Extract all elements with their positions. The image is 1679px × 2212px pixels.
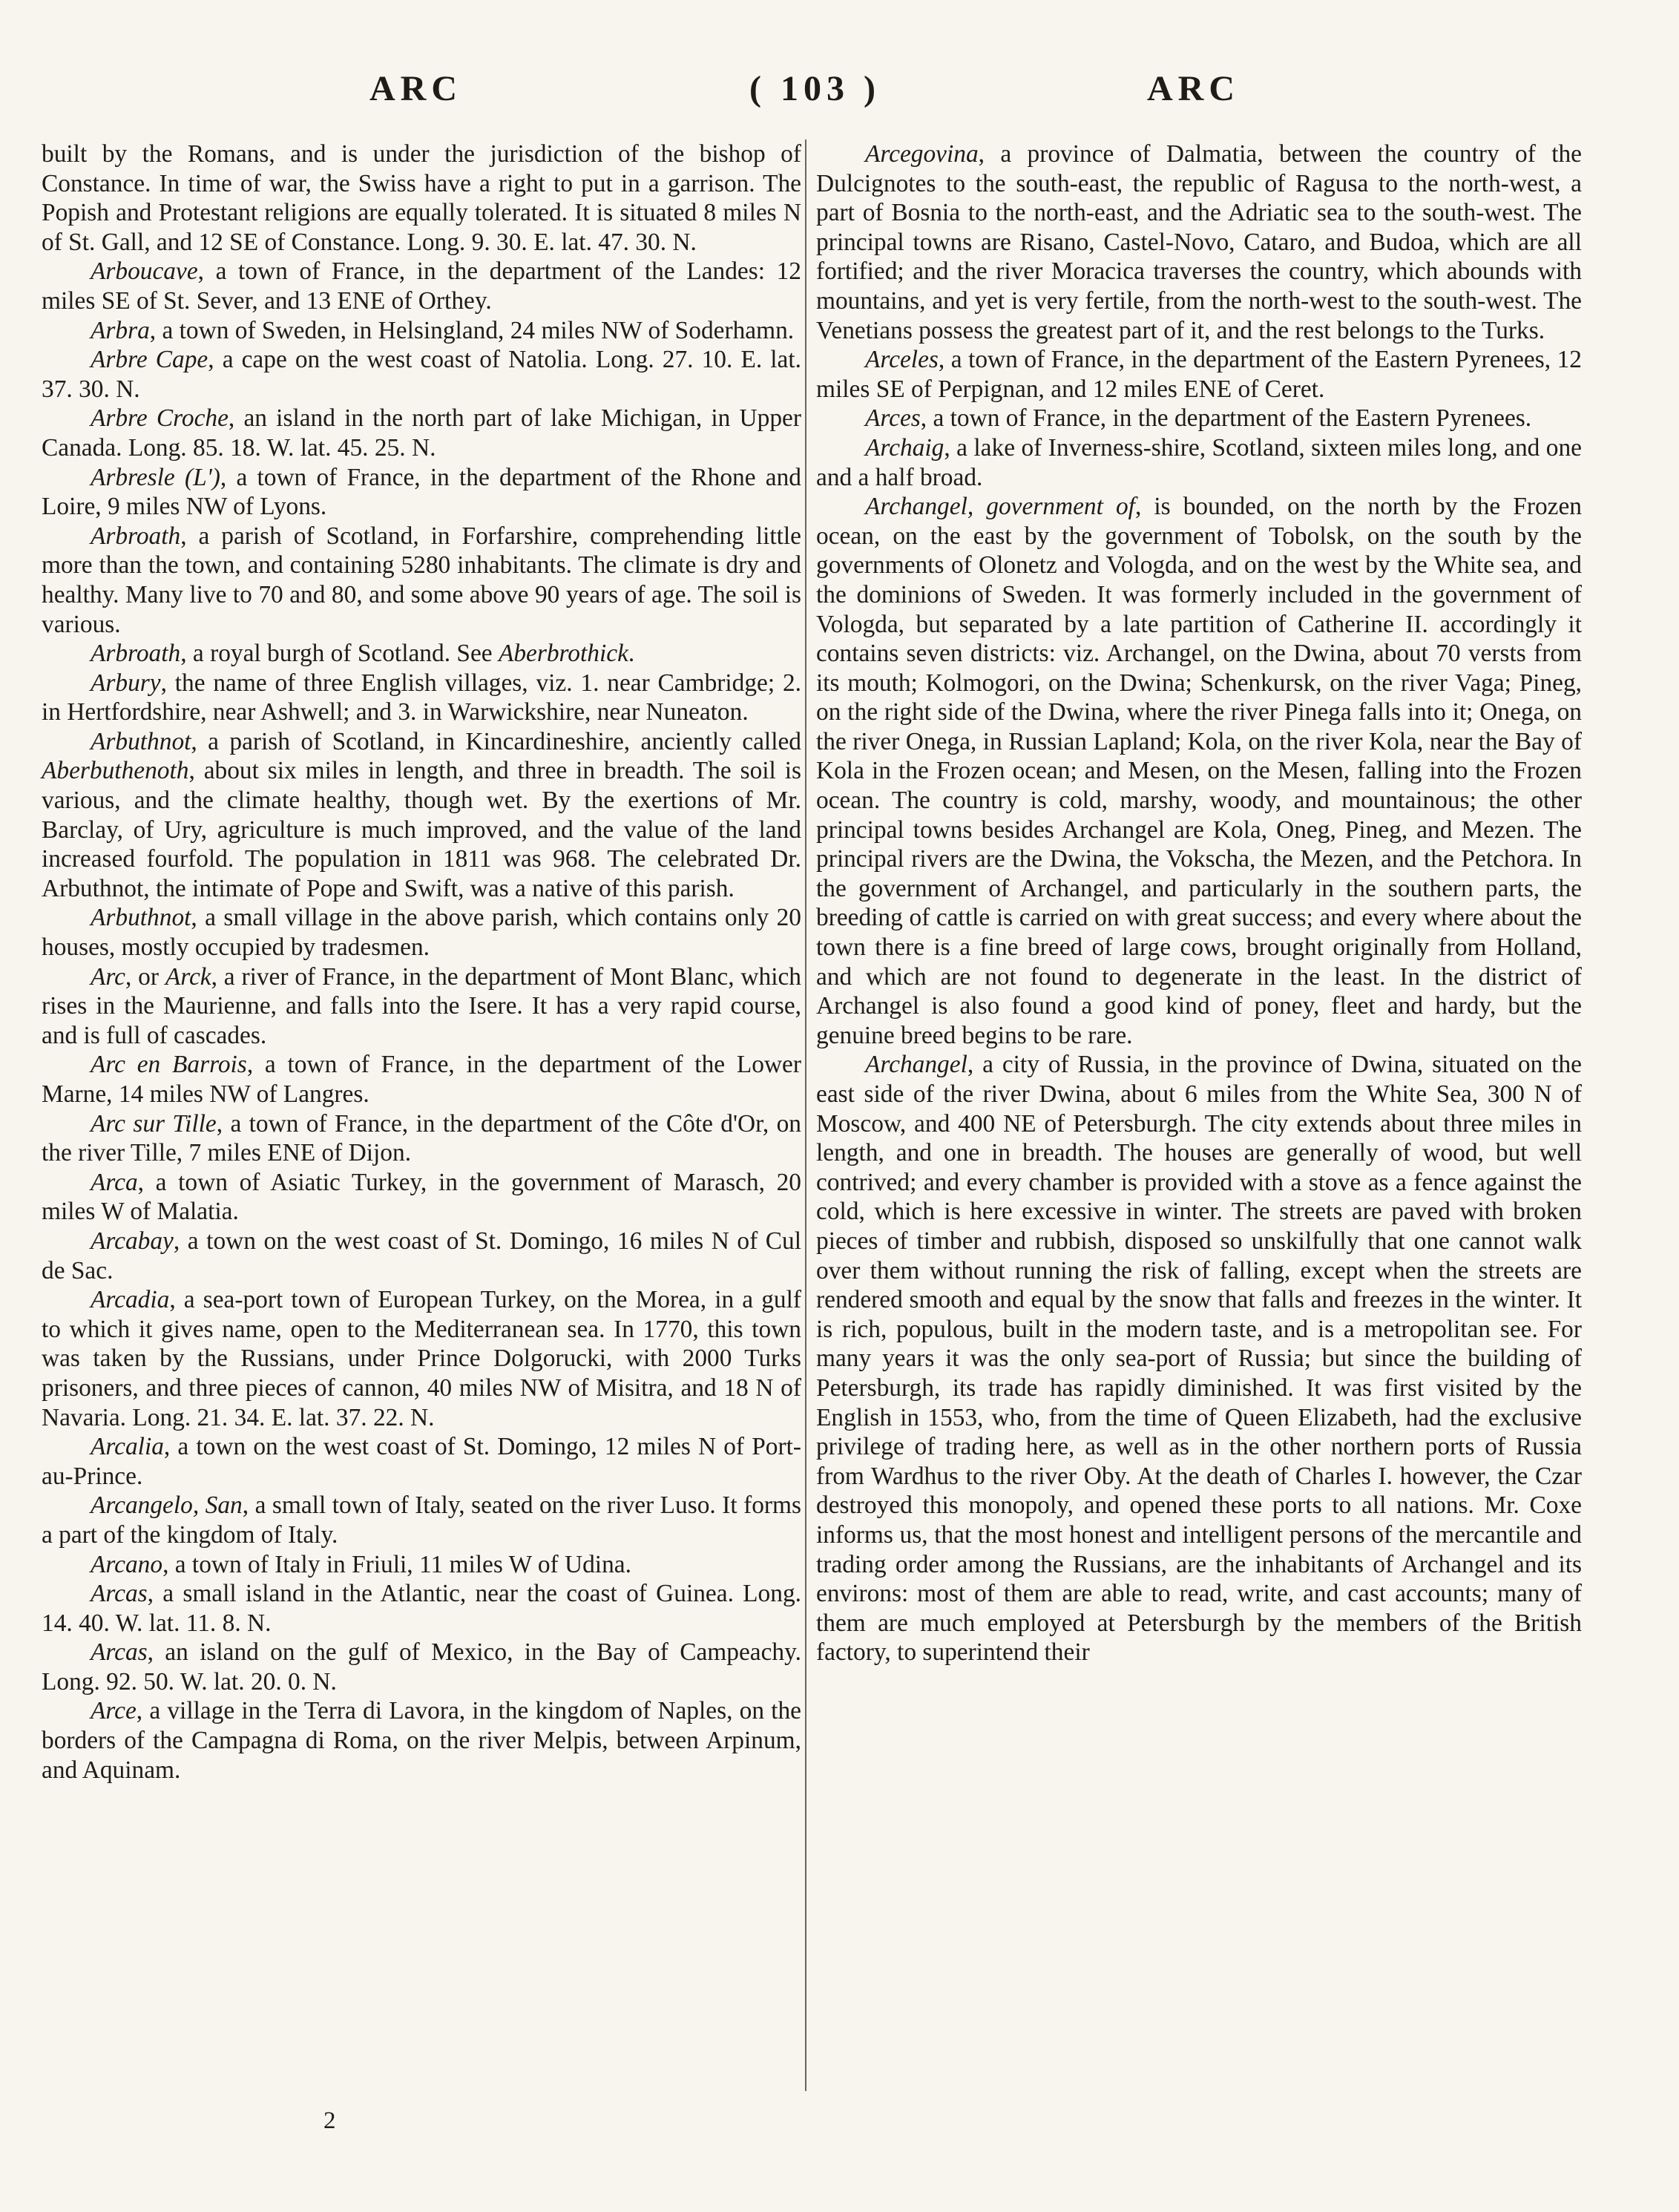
entry-paragraph <box>42 639 801 669</box>
entry-text: , a town of Sweden, in Helsingland, 24 miles NW of Soderhamn. <box>149 316 795 344</box>
entry-paragraph <box>42 257 801 315</box>
entry-term: Arbuthnot <box>91 727 191 755</box>
entry-text: , a town on the west coast of St. Domingo, 12 miles N of Port-au-Prince. <box>42 1433 801 1490</box>
entry-term: Archangel, government of <box>865 493 1135 521</box>
entry-term: Arc sur Tille <box>91 1109 217 1138</box>
entry-text: , a small village in the above parish, which contains only 20 houses, mostly occupied by tradesmen. <box>42 904 801 962</box>
entry-paragraph <box>42 727 801 904</box>
entry-text: , a village in the Terra di Lavora, in the kingdom of Naples, on the borders of the Campagna di Roma, on the river Melpis, between Arpinum, and Aquinam. <box>42 1697 801 1784</box>
cross-reference: Aberbuthenoth <box>42 757 189 785</box>
entry-term: Arbra <box>91 316 150 344</box>
entry-paragraph <box>816 404 1582 433</box>
column-divider <box>805 140 806 2091</box>
entry-text: , an island on the gulf of Mexico, in the Bay of Campeachy. Long. 92. 50. W. lat. 20. 0. N. <box>42 1638 801 1696</box>
entry-term: Arcano <box>91 1550 163 1578</box>
entry-term: Arc en Barrois <box>91 1051 247 1079</box>
entry-term: Arbuthnot <box>91 904 191 932</box>
entry-text: , a town on the west coast of St. Domingo, 16 miles N of Cul de Sac. <box>42 1227 801 1284</box>
entry-term: Arbre Cape <box>91 346 208 374</box>
entry-text-continued: . <box>628 640 635 668</box>
header-left: ARC <box>369 69 462 108</box>
entry-term: Arbre Croche <box>91 404 229 433</box>
entry-paragraph <box>42 522 801 639</box>
entry-text: , a town of France, in the department of the Rhone and Loire, 9 miles NW of Lyons. <box>42 463 801 521</box>
entry-term: Arcadia <box>91 1286 170 1314</box>
entry-text: , a cape on the west coast of Natolia. Long. 27. 10. E. lat. 37. 30. N. <box>42 346 801 403</box>
page-number: ( 103 ) <box>749 69 881 108</box>
entry-text: , a parish of Scotland, in Kincardineshire, anciently called <box>191 727 801 755</box>
entry-paragraph <box>42 1109 801 1168</box>
entry-text: , a province of Dalmatia, between the country of the Dulcignotes to the south-east, the republic of Ragusa to the north-west, a part of Bosnia to the north-east, and the Adriatic sea to the south-west. The principal towns are Risano, Castel-Novo, Cataro, and Budoa, which are all fortified; and the river Moracica traverses the country, which abounds with mountains, and yet is very fertile, from the north-west to the south-west. The Venetians possess the greatest part of it, and the rest belongs to the Turks. <box>816 140 1582 344</box>
entry-text-continued: , about six miles in length, and three in breadth. The soil is various, and the climate healthy, though wet. By the exertions of Mr. Barclay, of Ury, agriculture is much improved, and the value of the land increased fourfold. The population in 1811 was 968. The celebrated Dr. Arbuthnot, the intimate of Pope and Swift, was a native of this parish. <box>42 757 801 902</box>
entry-paragraph <box>42 1227 801 1285</box>
entry-paragraph <box>42 1285 801 1432</box>
entry-text: , a town of France, in the department of the Côte d'Or, on the river Tille, 7 miles ENE of Dijon. <box>42 1109 802 1167</box>
entry-text: , an island in the north part of lake Michigan, in Upper Canada. Long. 85. 18. W. lat. 45. 25. N. <box>42 404 801 462</box>
entry-term: Arbroath <box>91 640 181 668</box>
entry-text: , or <box>125 962 165 991</box>
entry-paragraph <box>42 463 801 522</box>
entry-text: , a town of France, in the department of the Lower Marne, 14 miles NW of Langres. <box>42 1051 801 1108</box>
entry-paragraph <box>42 1491 801 1549</box>
entry-text: , a town of Italy in Friuli, 11 miles W of Udina. <box>162 1550 631 1578</box>
entry-paragraph <box>42 1432 801 1491</box>
entry-paragraph <box>816 1050 1582 1667</box>
entry-text: built by the Romans, and is under the jurisdiction of the bishop of Constance. In time of war, the Swiss have a right to put in a garrison. The Popish and Protestant religions are equally tolerated. It is situated 8 miles N of St. Gall, and 12 SE of Constance. Long. 9. 30. E. lat. 47. 30. N. <box>42 140 801 256</box>
cross-reference: Aberbrothick <box>498 640 628 668</box>
entry-paragraph <box>816 140 1582 345</box>
entry-term: Archangel <box>865 1051 967 1079</box>
entry-text: , a sea-port town of European Turkey, on the Morea, in a gulf to which it gives name, open to the Mediterranean sea. In 1770, this town was taken by the Russians, under Prince Dolgorucki, with 2000 Turks prisoners, and three pieces of cannon, 40 miles NW of Misitra, and 18 N of Navaria. Long. 21. 34. E. lat. 37. 22. N. <box>42 1286 801 1431</box>
signature-mark: 2 <box>323 2107 336 2134</box>
entry-text: , a parish of Scotland, in Forfarshire, comprehending little more than the town, and containing 5280 inhabitants. The climate is dry and healthy. Many live to 70 and 80, and some above 90 years of age. The soil is various. <box>42 522 801 638</box>
entry-term: Arces <box>865 404 921 433</box>
cross-reference: Arck <box>165 962 211 991</box>
entry-paragraph <box>816 492 1582 1050</box>
entry-paragraph <box>816 433 1582 492</box>
entry-paragraph <box>42 1550 801 1580</box>
entry-term: Arcangelo, San <box>91 1491 243 1520</box>
entry-paragraph <box>42 316 801 346</box>
right-column <box>816 140 1582 1667</box>
entry-paragraph <box>42 1696 801 1785</box>
header-right: ARC <box>1147 69 1240 108</box>
entry-text: , a town of Asiatic Turkey, in the government of Marasch, 20 miles W of Malatia. <box>42 1168 801 1226</box>
entry-term: Arcalia <box>91 1433 164 1461</box>
entry-term: Arca <box>91 1168 138 1196</box>
entry-term: Arc <box>91 962 125 991</box>
entry-text: , a lake of Inverness-shire, Scotland, sixteen miles long, and one and a half broad. <box>816 433 1582 491</box>
entry-text: , a city of Russia, in the province of Dwina, situated on the east side of the river Dwina, about 6 miles from the White Sea, 300 N of Moscow, and 400 NE of Petersburgh. The city extends about three miles in length, and one in breadth. The houses are generally of wood, but well contrived; and every chamber is provided with a stove as a fence against the cold, which is here excessive in winter. The streets are paved with broken pieces of timber and rubbish, disposed so unskilfully that one cannot walk over them without running the risk of falling, except when the streets are rendered smooth and equal by the snow that falls and freezes in the winter. It is rich, populous, built in the modern taste, and is a metropolitan see. For many years it was the only sea-port of Russia; but since the building of Petersburgh, its trade has rapidly diminished. It was first visited by the English in 1553, who, from the time of Queen Elizabeth, had the exclusive privilege of trading here, as well as in the other northern ports of Russia from Wardhus to the river Oby. At the death of Charles I. however, the Czar destroyed this monopoly, and opened these ports to all nations. Mr. Coxe informs us, that the most honest and intelligent persons of the mercantile and trading order among the Russians, are the inhabitants of Archangel and its environs: most of them are able to read, write, and cast accounts; many of them are much employed at Petersburgh by the members of the British factory, to superintend their <box>816 1051 1582 1667</box>
entry-paragraph <box>42 345 801 404</box>
entry-term: Arcegovina <box>865 140 979 168</box>
entry-term: Arce <box>91 1697 137 1725</box>
entry-paragraph <box>42 669 801 727</box>
entry-paragraph <box>42 1050 801 1109</box>
entry-term: Arbury <box>91 669 161 697</box>
entry-text: , a town of France, in the department of the Eastern Pyrenees, 12 miles SE of Perpignan, and 12 miles ENE of Ceret. <box>816 346 1582 403</box>
entry-paragraph <box>816 345 1582 404</box>
entry-paragraph <box>42 140 801 257</box>
entry-paragraph <box>42 1638 801 1696</box>
entry-paragraph <box>42 1168 801 1227</box>
left-column <box>42 140 801 1785</box>
entry-term: Arcas <box>91 1638 148 1667</box>
entry-term: Arbroath <box>91 522 181 550</box>
entry-term: Arboucave <box>91 257 198 286</box>
entry-term: Archaig <box>865 433 944 462</box>
entry-text: , a town of France, in the department of the Eastern Pyrenees. <box>920 404 1532 433</box>
entry-term: Arceles <box>865 346 939 374</box>
entry-text: , a small town of Italy, seated on the river Luso. It forms a part of the kingdom of Italy. <box>42 1491 801 1549</box>
entry-paragraph <box>42 404 801 462</box>
running-header <box>0 68 1679 120</box>
entry-term: Arcabay <box>91 1227 174 1255</box>
entry-text: , a town of France, in the department of the Landes: 12 miles SE of St. Sever, and 13 ENE of Orthey. <box>42 257 801 315</box>
entry-term: Arcas <box>91 1580 148 1608</box>
entry-text: , the name of three English villages, viz. 1. near Cambridge; 2. in Hertfordshire, near Ashwell; and 3. in Warwickshire, near Nuneaton. <box>42 669 801 726</box>
entry-paragraph <box>42 962 801 1051</box>
entry-text: , a small island in the Atlantic, near the coast of Guinea. Long. 14. 40. W. lat. 11. 8. N. <box>42 1580 801 1637</box>
entry-text: , a royal burgh of Scotland. See <box>180 640 499 668</box>
entry-term: Arbresle (L') <box>91 463 220 491</box>
entry-text-continued: , a river of France, in the department of Mont Blanc, which rises in the Maurienne, and falls into the Isere. It has a very rapid course, and is full of cascades. <box>42 962 802 1049</box>
entry-text: , is bounded, on the north by the Frozen ocean, on the east by the government of Tobolsk, on the south by the governments of Olonetz and Vologda, and on the west by the White sea, and the dominions of Sweden. It was formerly included in the government of Vologda, but separated by a late partition of Catherine II. accordingly it contains seven districts: viz. Archangel, on the Dwina, about 70 versts from its mouth; Kolmogori, on the Dwina; Schenkursk, on the river Vaga; Pineg, on the right side of the Dwina, where the river Pinega falls into it; Onega, on the river Onega, in Russian Lapland; Kola, on the river Kola, near the Bay of Kola in the Frozen ocean; and Mesen, on the Mesen, falling into the Frozen ocean. The country is cold, marshy, woody, and mountainous; the other principal towns besides Archangel are Kola, Oneg, Pineg, and Mezen. The principal rivers are the Dwina, the Vokscha, the Mezen, and the Petchora. In the government of Archangel, and particularly in the southern parts, the breeding of cattle is carried on with great success; and every where about the town there is a fine breed of large cows, brought originally from Holland, and which are not found to degenerate in the least. In the district of Archangel is also found a good kind of poney, fleet and hardy, but the genuine breed begins to be rare. <box>816 493 1582 1049</box>
entry-paragraph <box>42 1579 801 1638</box>
entry-paragraph <box>42 903 801 962</box>
